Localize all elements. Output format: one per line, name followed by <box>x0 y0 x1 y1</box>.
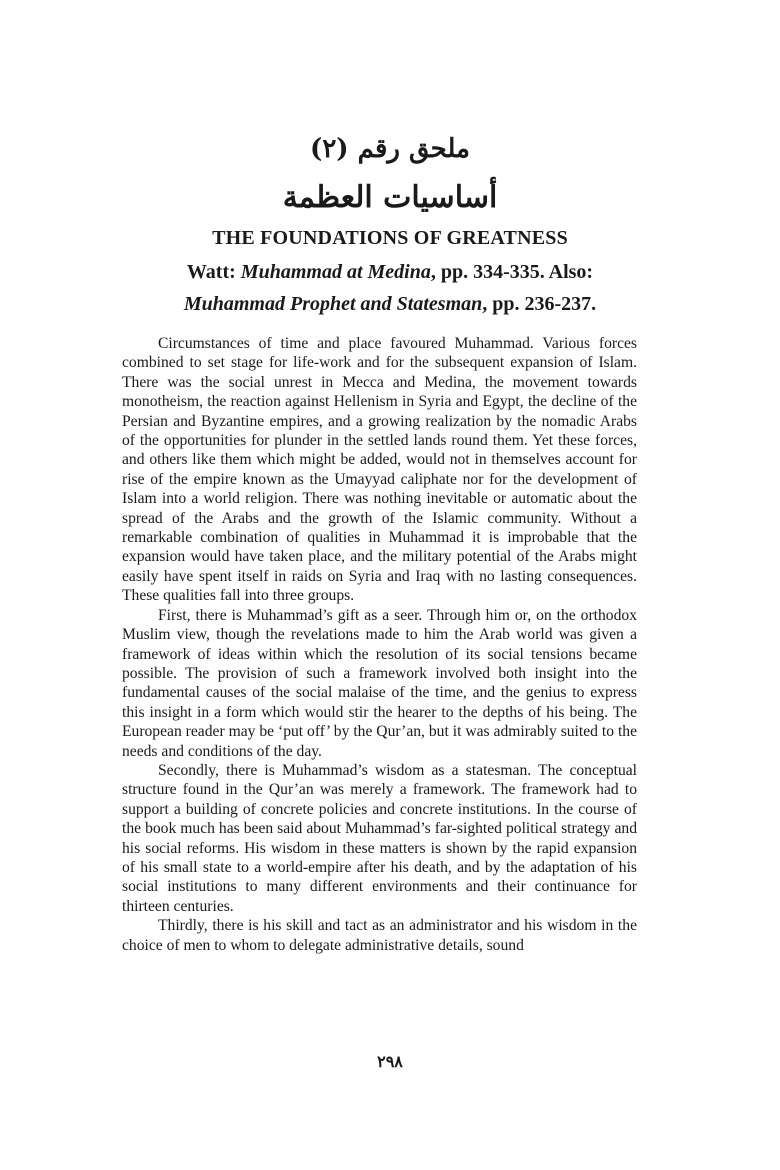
paragraph: Thirdly, there is his skill and tact as an administrator and his wisdom in the choice of men to whom to delegate administrative details, sound <box>122 917 637 954</box>
body-text <box>122 334 637 955</box>
source-pages: , pp. 334-335. Also: <box>430 261 594 283</box>
source-work-title: Muhammad at Medina <box>240 261 431 283</box>
paragraph: Circumstances of time and place favoured Muhammad. Various forces combined to set stage for life-work and for the subsequent expansion of Islam. There was the social unrest in Mecca and Medina, the movement towards monotheism, the reaction against Hellenism in Syria and Egypt, the decline of the Persian and Byzantine empires, and a growing realization by the nomadic Arabs of the opportunities for plunder in the settled lands round them. Yet these forces, and others like them which might be added, would not in themselves account for rise of the empire known as the Umayyad caliphate nor for the development of Islam into a world religion. There was nothing inevitable or automatic about the spread of the Arabs and the growth of the Islamic community. Without a remarkable combination of qualities in Muhammad it is improbable that the expansion would have taken place, and the military potential of the Arabs might easily have spent itself in raids on Syria and Iraq with no lasting consequences. These qualities fall into three groups. <box>122 335 637 605</box>
source-citation-2 <box>0 293 780 316</box>
page-title: THE FOUNDATIONS OF GREATNESS <box>212 227 568 249</box>
paragraph: First, there is Muhammad’s gift as a seer. Through him or, on the orthodox Muslim view, though the revelations made to him the Arab world was given a framework of ideas within which the resolution of its social tensions became possible. The provision of such a framework involved both insight into the fundamental causes of the social malaise of the time, and the genius to express this insight in a form which would stir the hearer to the depths of his being. The European reader may be ‘put off’ by the Qur’an, but it was admirably suited to the needs and conditions of the day. <box>122 606 637 760</box>
source-prefix: Watt: <box>186 261 241 283</box>
appendix-label: ملحق رقم (٢) <box>310 134 470 164</box>
paragraph: Secondly, there is Muhammad’s wisdom as a statesman. The conceptual structure found in the Qur’an was merely a framework. The framework had to support a building of concrete policies and concrete institutions. In the course of the book much has been said about Muhammad’s far-sighted political strategy and his social reforms. His wisdom in these matters is shown by the rapid expansion of his small state to a world-empire after his death, and by the adaptation of his social institutions to many different environments and their continuance for thirteen centuries. <box>122 761 637 915</box>
source-citation-1 <box>0 261 780 284</box>
page-number: ٢٩٨ <box>377 1052 403 1071</box>
source-work-title: Muhammad Prophet and Statesman <box>183 293 483 315</box>
source-pages: , pp. 236-237. <box>482 293 597 315</box>
arabic-title: أساسيات العظمة <box>282 180 498 215</box>
